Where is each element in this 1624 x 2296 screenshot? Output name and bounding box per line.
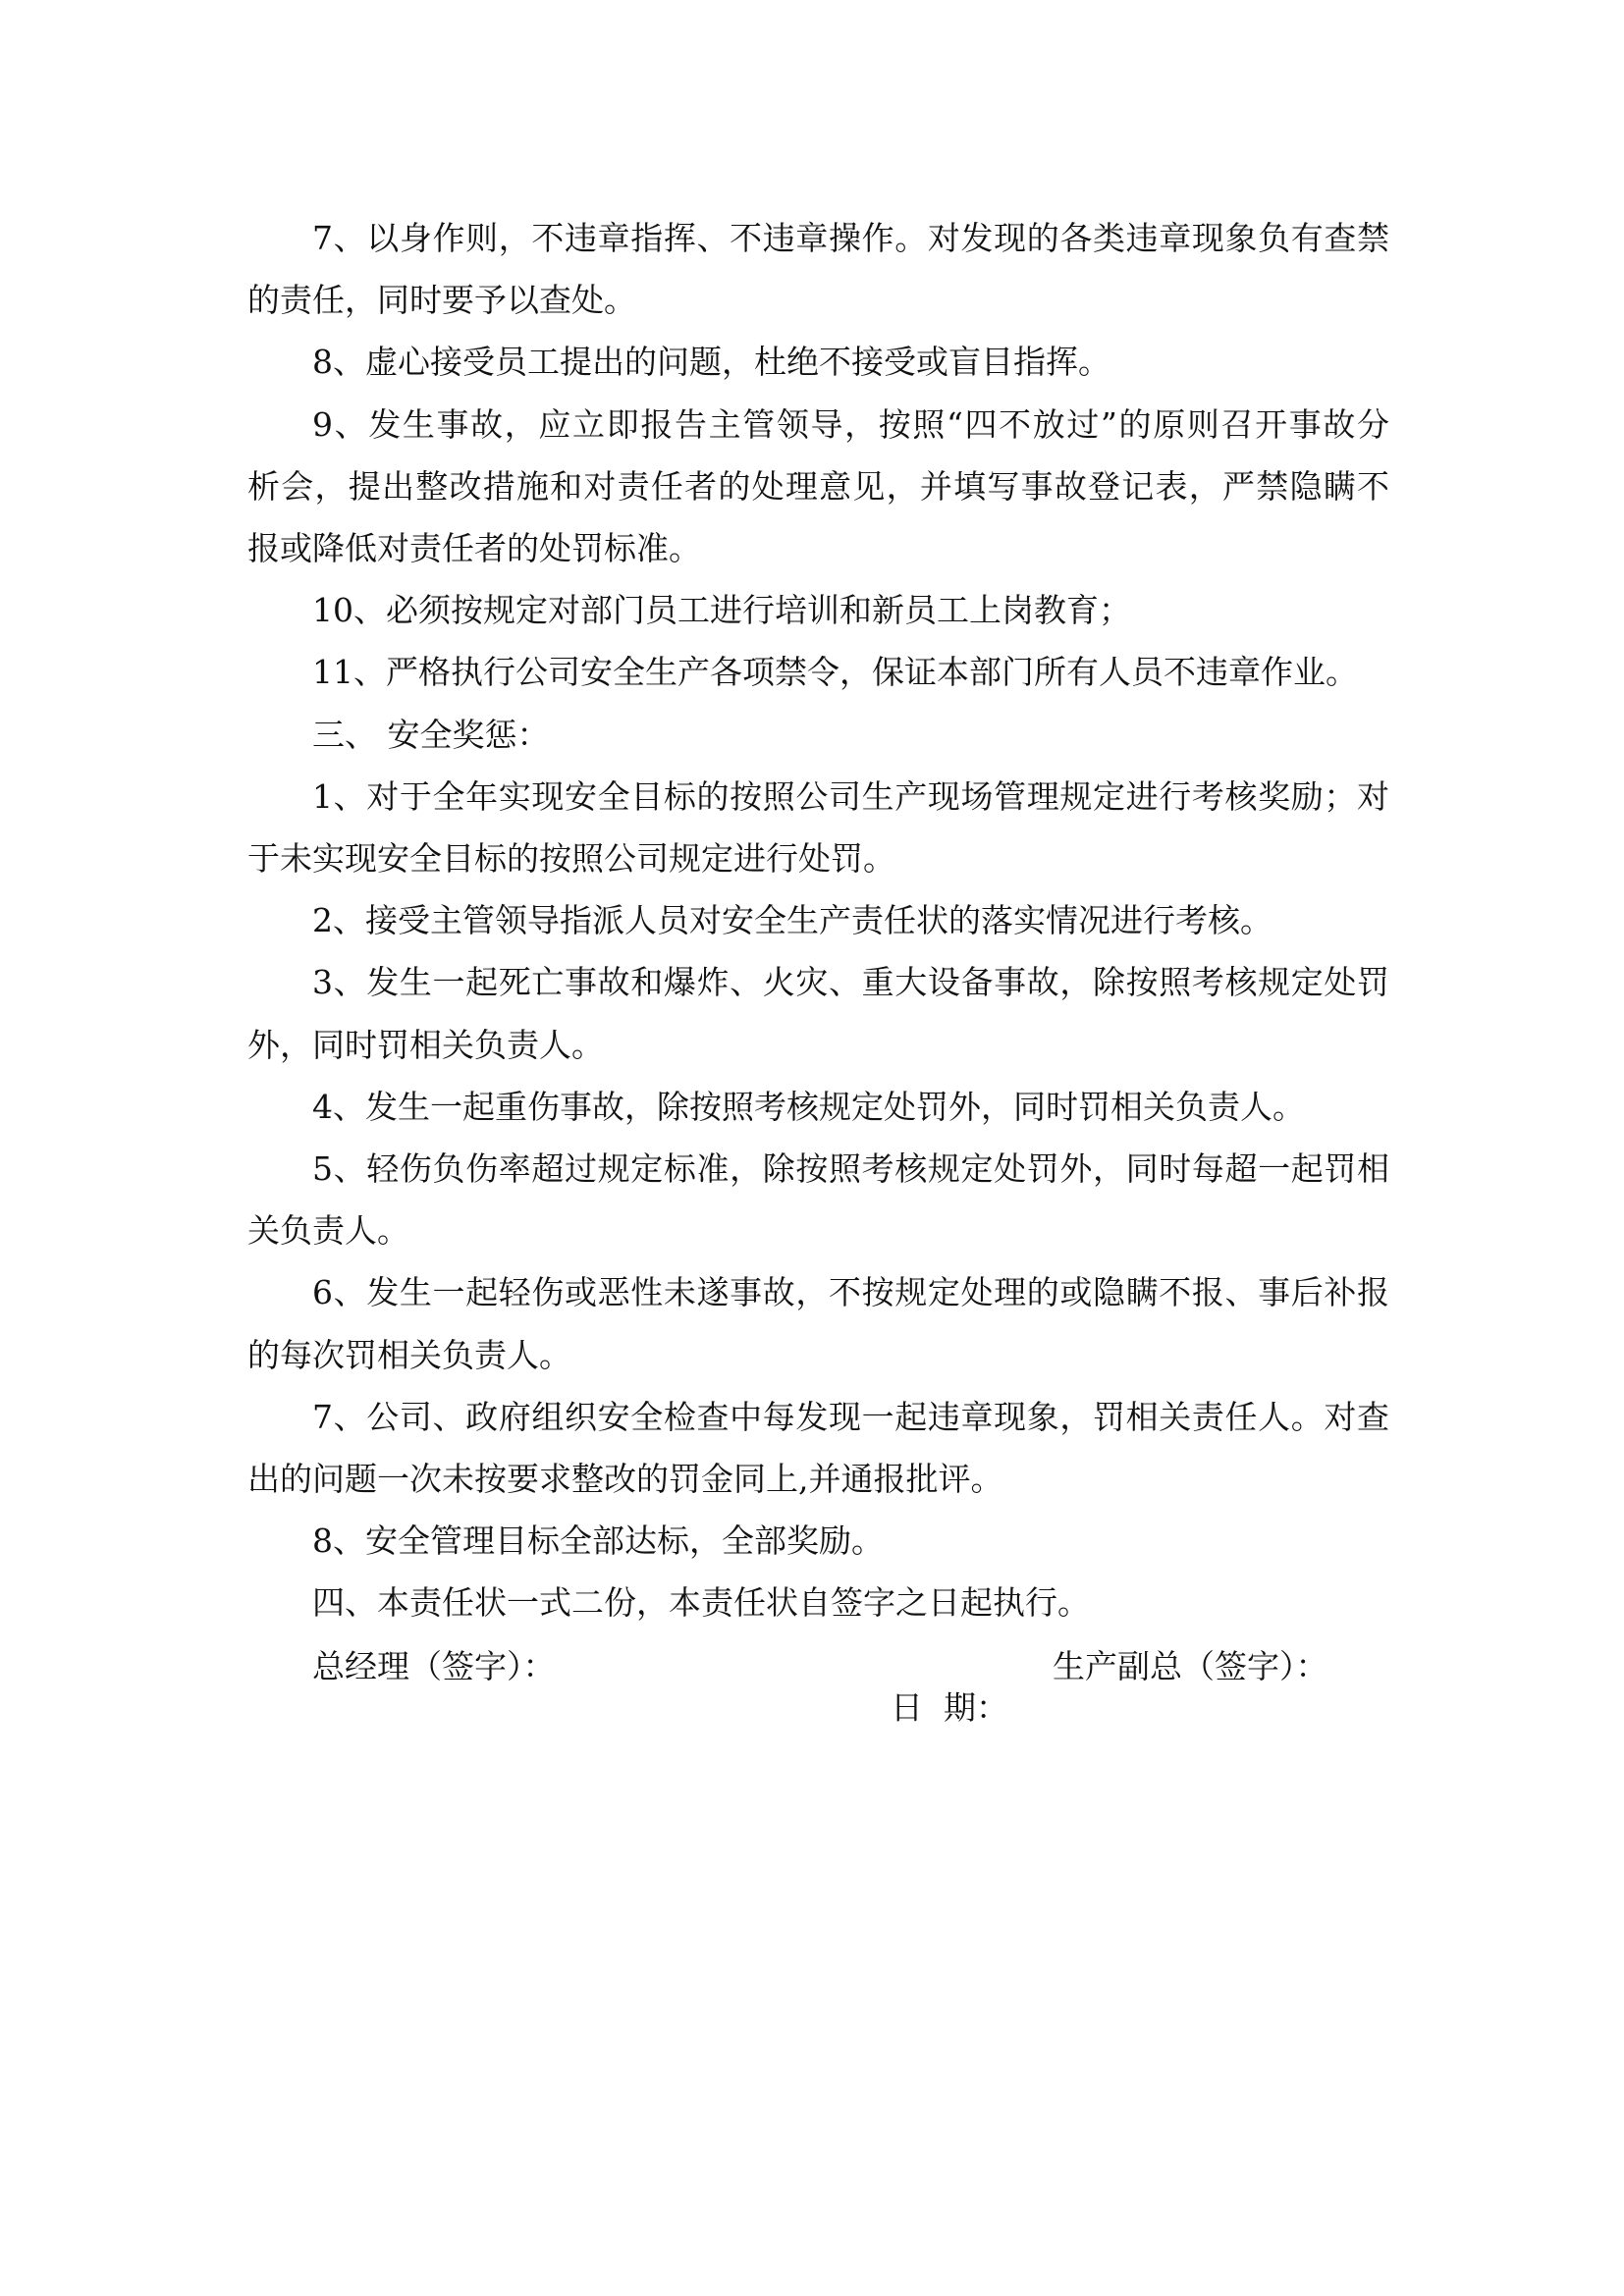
paragraph-line: 四、本责任状一式二份，本责任状自签字之日起执行。 (312, 1583, 1090, 1623)
paragraph-line: 11、严格执行公司安全生产各项禁令，保证本部门所有人员不违章作业。 (312, 653, 1358, 692)
production-deputy-signature-label: 生产副总（签字）： (1053, 1647, 1328, 1685)
paragraph-line: 5、轻伤负伤率超过规定标准，除按照考核规定处罚外，同时每超一起罚相 (312, 1149, 1389, 1188)
paragraph-line: 析会，提出整改措施和对责任者的处理意见，并填写事故登记表，严禁隐瞒不 (247, 466, 1389, 506)
paragraph-line: 外，同时罚相关负责人。 (247, 1025, 604, 1064)
paragraph-line: 1、对于全年实现安全目标的按照公司生产现场管理规定进行考核奖励；对 (312, 776, 1389, 816)
paragraph-line: 4、发生一起重伤事故，除按照考核规定处罚外，同时罚相关负责人。 (312, 1087, 1305, 1126)
date-label: 日 期： (891, 1688, 1008, 1727)
paragraph-line: 出的问题一次未按要求整改的罚金同上,并通报批评。 (247, 1460, 1003, 1498)
general-manager-signature-label: 总经理（签字）： (312, 1647, 556, 1685)
paragraph-line: 三、 安全奖惩： (312, 715, 550, 754)
paragraph-line: 8、安全管理目标全部达标，全部奖励。 (312, 1522, 884, 1561)
paragraph-line: 8、虚心接受员工提出的问题，杜绝不接受或盲目指挥。 (312, 343, 1110, 382)
paragraph-line: 的责任，同时要予以查处。 (247, 281, 636, 320)
paragraph-line: 2、接受主管领导指派人员对安全生产责任状的落实情况进行考核。 (312, 901, 1272, 940)
paragraph-line: 10、必须按规定对部门员工进行培训和新员工上岗教育； (312, 591, 1131, 630)
paragraph-line: 9、发生事故，应立即报告主管领导，按照“四不放过”的原则召开事故分 (312, 404, 1389, 444)
paragraph-line: 7、以身作则，不违章指挥、不违章操作。对发现的各类违章现象负有查禁 (312, 219, 1389, 257)
paragraph-line: 7、公司、政府组织安全检查中每发现一起违章现象，罚相关责任人。对查 (312, 1397, 1389, 1436)
paragraph-line: 6、发生一起轻伤或恶性未遂事故，不按规定处理的或隐瞒不报、事后补报 (312, 1273, 1389, 1312)
paragraph-line: 关负责人。 (247, 1211, 409, 1251)
paragraph-line: 于未实现安全目标的按照公司规定进行处罚。 (247, 839, 895, 878)
paragraph-line: 的每次罚相关负责人。 (247, 1335, 571, 1374)
paragraph-line: 报或降低对责任者的处罚标准。 (247, 529, 701, 567)
paragraph-line: 3、发生一起死亡事故和爆炸、火灾、重大设备事故，除按照考核规定处罚 (312, 963, 1389, 1002)
